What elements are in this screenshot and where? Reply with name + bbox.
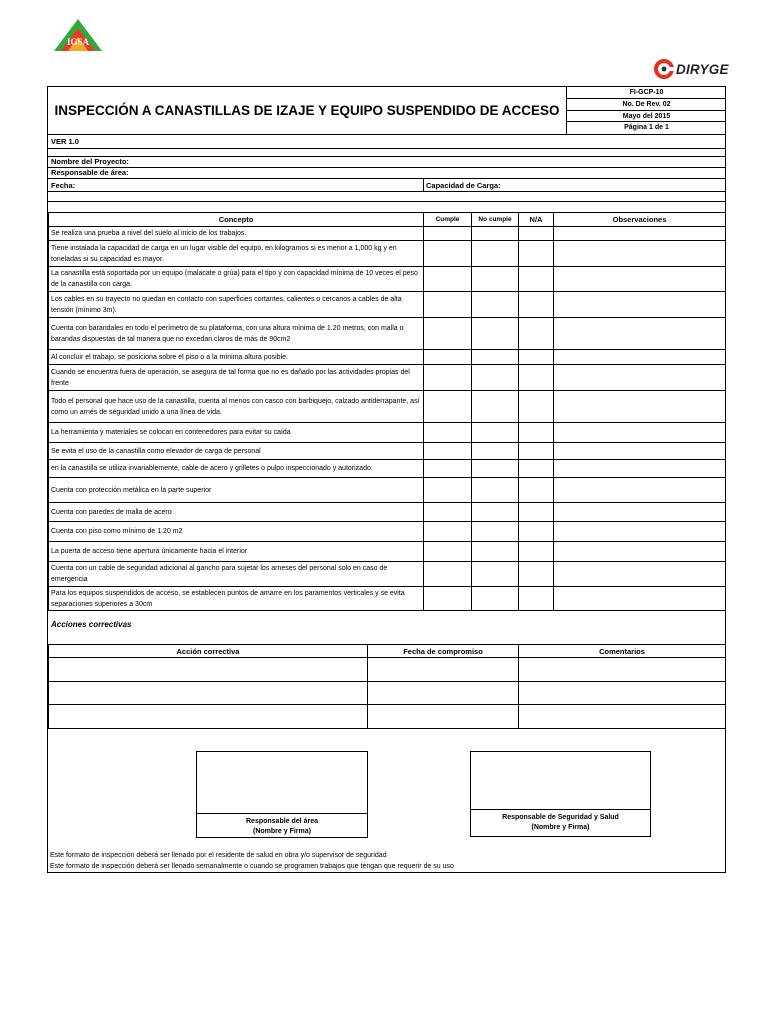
na-cell[interactable] <box>519 318 554 350</box>
concept-text: Se realiza una prueba a nivel del suelo al inicio de los trabajos. <box>49 227 424 241</box>
company-logo-left <box>52 18 104 52</box>
complies-cell[interactable] <box>424 478 472 503</box>
concept-text: Tiene instalada la capacidad de carga en un lugar visible del equipo, en kilogramos si es menor a 1,000 kg y en toneladas si su capacidad es mayor. <box>49 241 424 267</box>
concept-text: Cuenta con paredes de malla de acero <box>49 503 424 522</box>
concept-text: Todo el personal que hace uso de la canastilla, cuenta al menos con casco con barbiquejo, calzado antiderrapante, así como un arnés de seguridad unido a una línea de vida. <box>49 391 424 423</box>
concept-text: Cuenta con piso como mínimo de 1.20 m2 <box>49 522 424 542</box>
complies-cell[interactable] <box>424 460 472 478</box>
na-cell[interactable] <box>519 267 554 292</box>
na-cell[interactable] <box>519 478 554 503</box>
diryge-logo-icon <box>653 59 675 79</box>
inspection-form <box>47 86 726 873</box>
not-complies-cell[interactable] <box>472 562 519 587</box>
table-row <box>49 562 726 587</box>
revision-date: Mayo del 2015 <box>567 111 726 123</box>
area-responsible-field[interactable]: Responsable de área: <box>51 168 129 177</box>
complies-cell[interactable] <box>424 350 472 365</box>
table-row <box>49 503 726 522</box>
date-cell[interactable] <box>368 705 519 729</box>
table-row <box>49 391 726 423</box>
table-row <box>49 478 726 503</box>
observations-cell[interactable] <box>554 522 726 542</box>
page-number: Página 1 de 1 <box>624 124 669 132</box>
checklist-header-row <box>49 213 726 227</box>
complies-cell[interactable] <box>424 292 472 318</box>
comments-cell[interactable] <box>519 658 726 682</box>
table-row <box>49 292 726 318</box>
safety-signature-block <box>470 751 651 837</box>
not-complies-cell[interactable] <box>472 391 519 423</box>
revision-number: No. De Rev. 02 <box>567 99 726 111</box>
area-signature-role: Responsable del área <box>246 818 318 825</box>
not-complies-cell[interactable] <box>472 542 519 562</box>
table-row <box>49 423 726 443</box>
concept-text: Cuenta con protección metálica en la parte superior <box>49 478 424 503</box>
safety-signature-role: Responsable de Seguridad y Salud <box>502 814 619 821</box>
col-header-concept: Concepto <box>49 213 424 227</box>
concept-text: Los cables en su trayecto no quedan en contacto con superficies cortantes, calientes o cercanos a cables de alta tensión (mínimo 3m). <box>49 292 424 318</box>
table-row <box>49 522 726 542</box>
action-cell[interactable] <box>49 681 368 705</box>
col-header-complies: Cumple <box>424 213 472 227</box>
concept-text: La herramienta y materiales se colocan en contenedores para evitar su caída <box>49 423 424 443</box>
table-row <box>49 587 726 611</box>
not-complies-cell[interactable] <box>472 318 519 350</box>
observations-cell[interactable] <box>554 292 726 318</box>
not-complies-cell[interactable] <box>472 522 519 542</box>
na-cell[interactable] <box>519 460 554 478</box>
observations-cell[interactable] <box>554 478 726 503</box>
table-row <box>49 705 726 729</box>
safety-signature-hint: (Nombre y Firma) <box>531 824 590 831</box>
company-logo-right <box>653 58 733 80</box>
table-row <box>49 318 726 350</box>
comments-cell[interactable] <box>519 705 726 729</box>
col-header-not-complies: No cumple <box>472 213 519 227</box>
load-capacity-field[interactable]: Capacidad de Carga: <box>426 181 501 190</box>
na-cell[interactable] <box>519 292 554 318</box>
table-row <box>49 542 726 562</box>
table-row <box>49 227 726 241</box>
observations-cell[interactable] <box>554 443 726 460</box>
date-cell[interactable] <box>368 681 519 705</box>
not-complies-cell[interactable] <box>472 460 519 478</box>
not-complies-cell[interactable] <box>472 587 519 611</box>
project-name-field[interactable]: Nombre del Proyecto: <box>51 157 129 166</box>
observations-cell[interactable] <box>554 503 726 522</box>
observations-cell[interactable] <box>554 562 726 587</box>
complies-cell[interactable] <box>424 365 472 391</box>
concept-text: Cuando se encuentra fuera de operación, se asegura de tal forma que no es dañado por las actividades propias del frente <box>49 365 424 391</box>
table-row <box>49 350 726 365</box>
logo-right-text: DIRYGE <box>676 61 729 77</box>
complies-cell[interactable] <box>424 522 472 542</box>
observations-cell[interactable] <box>554 318 726 350</box>
complies-cell[interactable] <box>424 241 472 267</box>
area-signature-box[interactable] <box>197 752 367 814</box>
observations-cell[interactable] <box>554 587 726 611</box>
observations-cell[interactable] <box>554 365 726 391</box>
complies-cell[interactable] <box>424 227 472 241</box>
col-header-action: Acción correctiva <box>49 645 368 658</box>
form-title: INSPECCIÓN A CANASTILLAS DE IZAJE Y EQUIPO SUSPENDIDO DE ACCESO <box>54 103 560 118</box>
actions-header-row <box>49 645 726 658</box>
complies-cell[interactable] <box>424 503 472 522</box>
table-row <box>49 460 726 478</box>
triangle-logo-icon <box>52 18 104 52</box>
observations-cell[interactable] <box>554 350 726 365</box>
not-complies-cell[interactable] <box>472 227 519 241</box>
col-header-commitment-date: Fecha de compromiso <box>368 645 519 658</box>
logo-left-text: IGSA <box>66 37 90 47</box>
not-complies-cell[interactable] <box>472 503 519 522</box>
document-control-box <box>566 87 726 134</box>
not-complies-cell[interactable] <box>472 350 519 365</box>
na-cell[interactable] <box>519 503 554 522</box>
complies-cell[interactable] <box>424 267 472 292</box>
table-row <box>49 443 726 460</box>
table-row <box>49 658 726 682</box>
action-cell[interactable] <box>49 658 368 682</box>
concept-text: Cuenta con un cable de seguridad adicional al gancho para sujetar los arneses del personal solo en caso de emergencia <box>49 562 424 587</box>
area-signature-block <box>196 751 368 838</box>
col-header-na: N/A <box>519 213 554 227</box>
observations-cell[interactable] <box>554 423 726 443</box>
not-complies-cell[interactable] <box>472 241 519 267</box>
concept-text: La canastilla está soportada por un equipo (malacate o grúa) para el tipo y con capacidad mínima de 10 veces el peso de la canastilla con carga. <box>49 267 424 292</box>
na-cell[interactable] <box>519 443 554 460</box>
table-row <box>49 681 726 705</box>
not-complies-cell[interactable] <box>472 423 519 443</box>
complies-cell[interactable] <box>424 562 472 587</box>
na-cell[interactable] <box>519 423 554 443</box>
na-cell[interactable] <box>519 391 554 423</box>
table-row <box>49 267 726 292</box>
concept-text: Al concluir el trabajo, se posiciona sobre el piso o a la mínima altura posible. <box>49 350 424 365</box>
corrective-actions-title: Acciones correctivas <box>51 620 132 629</box>
col-header-observations: Observaciones <box>554 213 726 227</box>
complies-cell[interactable] <box>424 391 472 423</box>
not-complies-cell[interactable] <box>472 292 519 318</box>
na-cell[interactable] <box>519 542 554 562</box>
concept-text: Se evita el uso de la canastilla como elevador de carga de personal <box>49 443 424 460</box>
concept-text: La puerta de acceso tiene apertura únicamente hacia el interior <box>49 542 424 562</box>
observations-cell[interactable] <box>554 241 726 267</box>
date-cell[interactable] <box>368 658 519 682</box>
col-header-comments: Comentarios <box>519 645 726 658</box>
observations-cell[interactable] <box>554 391 726 423</box>
complies-cell[interactable] <box>424 443 472 460</box>
table-row <box>49 365 726 391</box>
safety-signature-box[interactable] <box>471 752 650 810</box>
version-label: VER 1.0 <box>51 137 79 146</box>
footer-note: Este formato de inspección deberá ser llenado por el residente de salud en obra y/o supervisor de seguridad <box>50 852 387 859</box>
observations-cell[interactable] <box>554 227 726 241</box>
not-complies-cell[interactable] <box>472 478 519 503</box>
action-cell[interactable] <box>49 705 368 729</box>
table-row <box>49 241 726 267</box>
na-cell[interactable] <box>519 350 554 365</box>
not-complies-cell[interactable] <box>472 267 519 292</box>
area-signature-hint: (Nombre y Firma) <box>253 828 311 835</box>
date-field[interactable]: Fecha: <box>51 181 76 190</box>
complies-cell[interactable] <box>424 587 472 611</box>
concept-text: en la canastilla se utiliza invariablemente, cable de acero y grilletes o pulpo inspeccionado y autorizado. <box>49 460 424 478</box>
complies-cell[interactable] <box>424 318 472 350</box>
not-complies-cell[interactable] <box>472 443 519 460</box>
observations-cell[interactable] <box>554 460 726 478</box>
footer-note: Este formato de inspección deberá ser llenado semanalmente o cuando se programen trabajos que tengan que requerir de su uso <box>50 863 454 870</box>
complies-cell[interactable] <box>424 423 472 443</box>
na-cell[interactable] <box>519 562 554 587</box>
observations-cell[interactable] <box>554 267 726 292</box>
na-cell[interactable] <box>519 587 554 611</box>
na-cell[interactable] <box>519 241 554 267</box>
concept-text: Cuenta con barandales en todo el perímetro de su plataforma, con una altura mínima de 1.20 metros, con malla o barandas dispuestas de tal manera que no excedan claros de más de 90cm2 <box>49 318 424 350</box>
observations-cell[interactable] <box>554 542 726 562</box>
na-cell[interactable] <box>519 365 554 391</box>
not-complies-cell[interactable] <box>472 365 519 391</box>
comments-cell[interactable] <box>519 681 726 705</box>
inspection-checklist <box>48 212 726 611</box>
complies-cell[interactable] <box>424 542 472 562</box>
concept-text: Para los equipos suspendidos de acceso, se establecen puntos de amarre en los paramentos verticales y se evita separaciones superiores a 30cm <box>49 587 424 611</box>
na-cell[interactable] <box>519 522 554 542</box>
document-code: FI-GCP-10 <box>567 87 726 99</box>
na-cell[interactable] <box>519 227 554 241</box>
corrective-actions-table <box>48 644 726 729</box>
